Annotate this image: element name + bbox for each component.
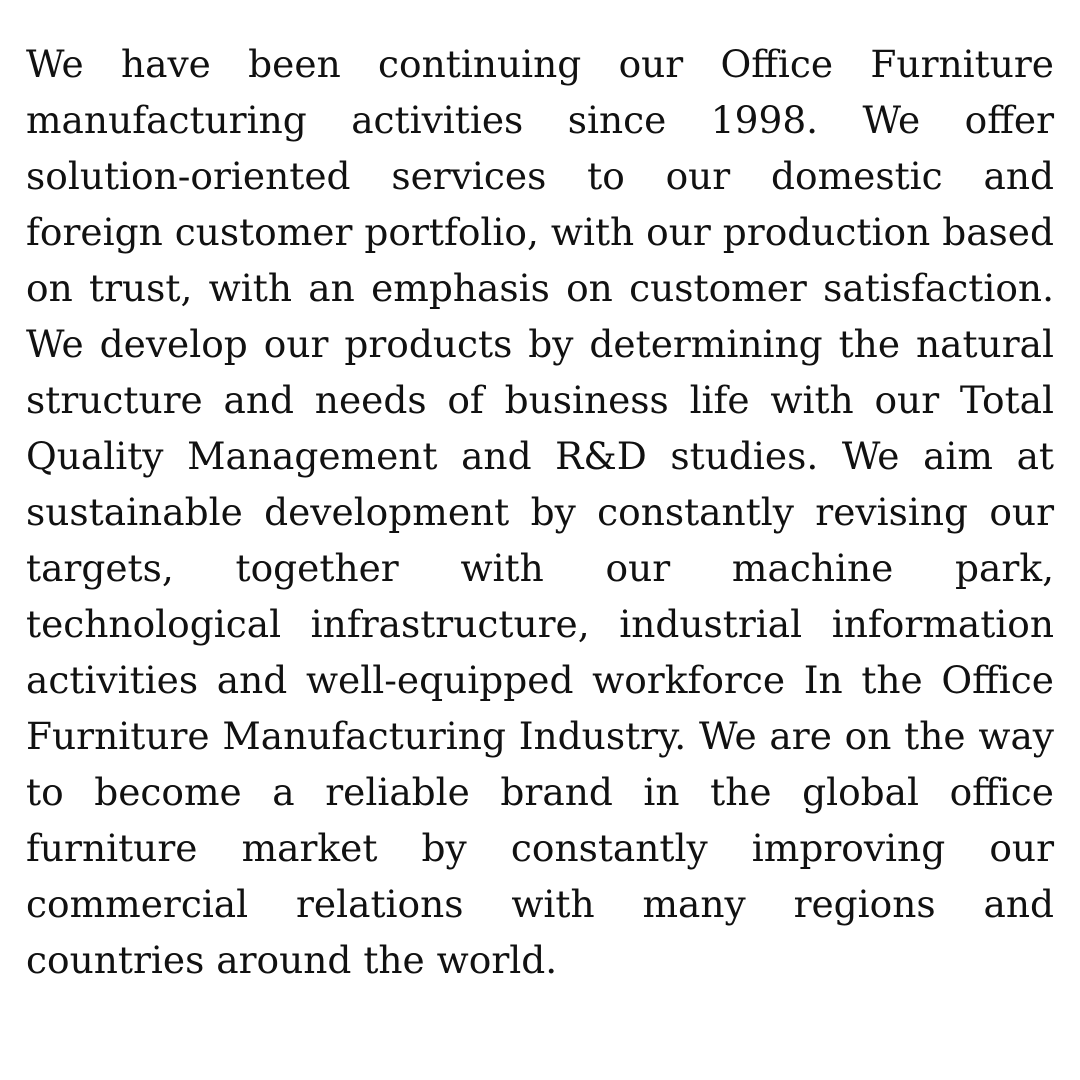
body-paragraph: We have been continuing our Office Furniture manufacturing activities since 1998. We offer solution-oriented services to our domestic and foreign customer portfolio, with our production based on trust, with an emphasis on customer satisfaction. We develop our products by determining the natural structure and needs of business life with our Total Quality Management and R&D studies. We aim at sustainable development by constantly revising our targets, together with our machine park, technological infrastructure, industrial information activities and well-equipped workforce In the Office Furniture Manufacturing Industry. We are on the way to become a reliable brand in the global office furniture market by constantly improving our commercial relations with many regions and countries around the world. xyxy=(26,42,1054,982)
